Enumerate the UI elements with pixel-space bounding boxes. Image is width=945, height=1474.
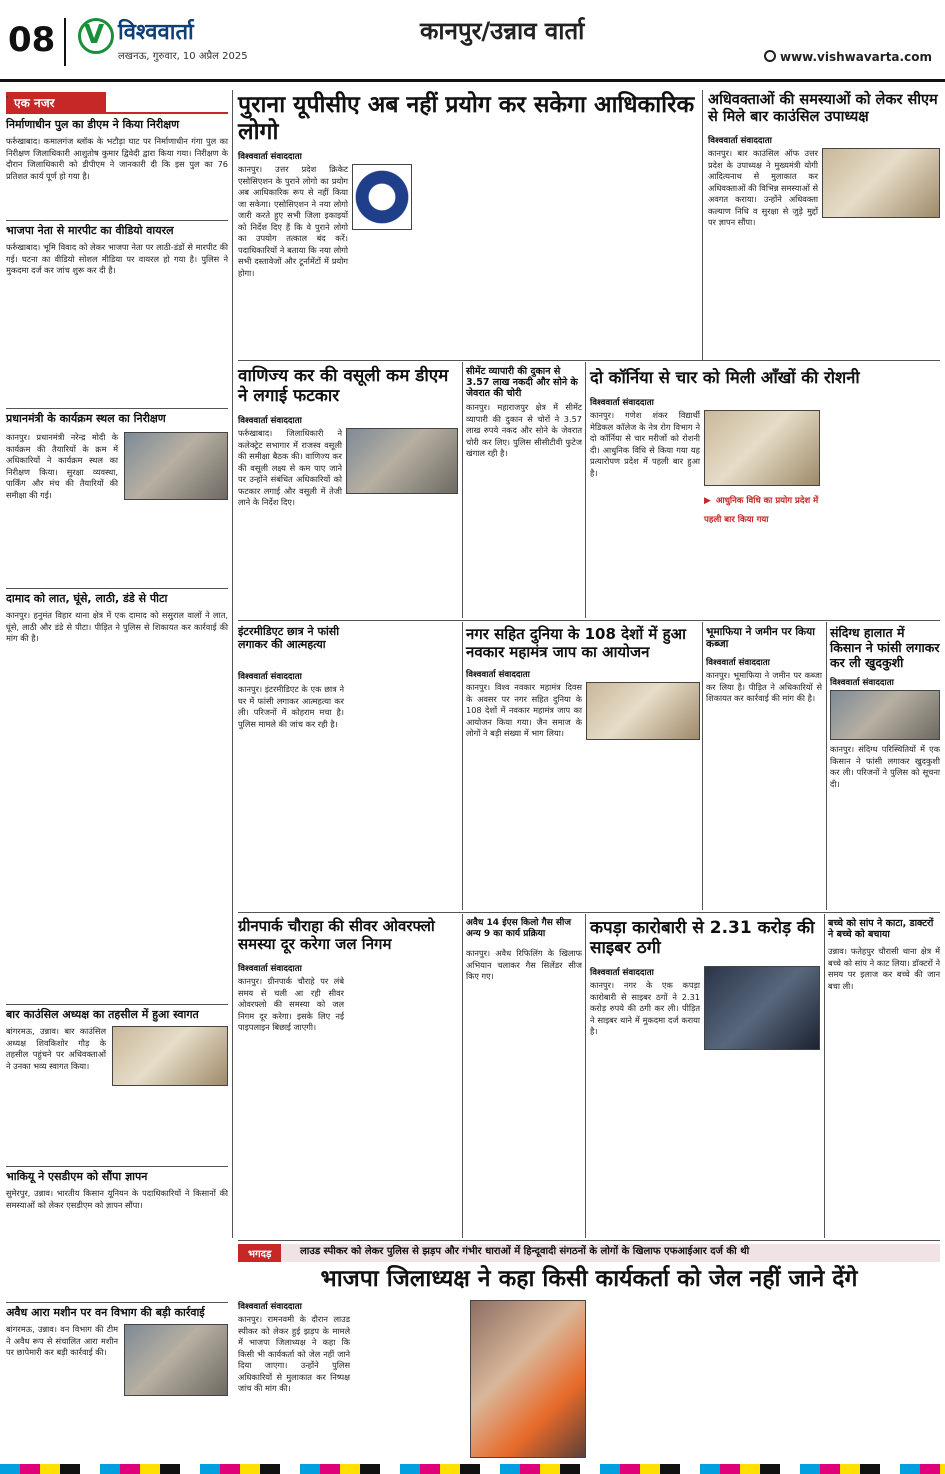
article-body-cont	[704, 1300, 820, 1458]
sidebar-label: एक नजर	[6, 92, 106, 113]
byline: विश्ववार्ता संवाददाता	[590, 398, 654, 408]
masthead-divider	[64, 18, 66, 66]
farmer-photo	[830, 690, 940, 740]
article-body: कानपुर। भूमाफिया ने जमीन पर कब्जा कर लिया है। पीड़ित ने अधिकारियों से शिकायत कर कार्रवाई की मांग की है।	[706, 670, 822, 703]
article-body-cont	[466, 164, 576, 354]
sidebar-item-title: प्रधानमंत्री के कार्यक्रम स्थल का निरीक्षण	[6, 412, 166, 425]
upca-logo-image	[352, 164, 412, 230]
print-color-strip	[0, 1464, 945, 1474]
article-body: कानपुर। इंटरमीडिएट के एक छात्र ने घर में फांसी लगाकर आत्महत्या कर ली। परिजनों में कोहराम मचा है। पुलिस मामले की जांच कर रही है।	[238, 684, 344, 729]
sidebar-photo-venue	[124, 432, 228, 500]
article-body: कानपुर। ग्रीनपार्क चौराहे पर लंबे समय से चली आ रही सीवर ओवरफ्लो की समस्या को जल निगम दूर करेगा। इसके लिए नई पाइपलाइन बिछाई जाएगी।	[238, 976, 344, 1032]
article-body: कानपुर। नगर के एक कपड़ा कारोबारी से साइबर ठगों ने 2.31 करोड़ रुपये की ठगी कर ली। पीड़ित ने साइबर थाने में मुकदमा दर्ज कराया है।	[590, 980, 700, 1036]
section-title: कानपुर/उन्नाव वार्ता	[420, 17, 585, 45]
headline-sewer: ग्रीनपार्क चौराहा की सीवर ओवरफ्लो समस्या दूर करेगा जल निगम	[238, 917, 435, 953]
eye-surgery-photo	[704, 410, 820, 486]
column-rule	[585, 914, 586, 1238]
byline: विश्ववार्ता संवाददाता	[238, 152, 302, 162]
sidebar-item-body: बांगरमऊ, उन्नाव। बार काउंसिल अध्यक्ष शिवकिशोर गौड़ के तहसील पहुंचने पर अधिवक्ताओं ने उनका भव्य स्वागत किया।	[6, 1026, 106, 1071]
sidebar-item-body: कानपुर। हनुमंत विहार थाना क्षेत्र में एक दामाद को ससुराल वालों ने लात, घूंसे, लाठी और डंडे से पीटा। पीड़ित ने पुलिस से शिकायत कर कार्रवाई की मांग की है।	[6, 610, 228, 643]
article-body-cont	[348, 626, 458, 910]
article-body: कानपुर। अवैध रिफिलिंग के खिलाफ अभियान चलाकर गैस सिलेंडर सीज किए गए।	[466, 948, 582, 981]
byline: विश्ववार्ता संवाददाता	[238, 416, 302, 426]
article-body-cont	[704, 520, 820, 618]
headline-snake: बच्चे को सांप ने काटा, डाक्टरों ने बच्चे को बचाया	[828, 918, 934, 941]
cyber-fraud-photo	[704, 966, 820, 1050]
sidebar-item-body: फर्रुखाबाद। भूमि विवाद को लेकर भाजपा नेता पर लाठी-डंडों से मारपीट की गई। घटना का वीडियो सोशल मीडिया पर वायरल हो गया है। पुलिस ने मुकदमा दर्ज कर जांच शुरू कर दी है।	[6, 242, 228, 275]
byline: विश्ववार्ता संवाददाता	[830, 678, 894, 688]
article-body: कानपुर। गणेश शंकर विद्यार्थी मेडिकल कॉलेज के नेत्र रोग विभाग ने दो कॉर्निया से चार मरीजों को रोशनी दी। आधुनिक विधि से किया गया यह प्रत्यारोपण प्रदेश में पहली बार हुआ है।	[590, 410, 700, 478]
bjp-kicker: भगदड़	[238, 1244, 281, 1262]
article-body: कानपुर। रामनवमी के दौरान लाउड स्पीकर को लेकर हुई झड़प के मामले में भाजपा जिलाध्यक्ष ने कहा कि किसी भी कार्यकर्ता को जेल नहीं जाने दिया जाएगा। उन्होंने पुलिस अधिकारियों से मुलाकात कर निष्पक्ष जांच की मांग की।	[238, 1314, 350, 1393]
byline: विश्ववार्ता संवाददाता	[706, 658, 770, 668]
bjp-subhead: लाउड स्पीकर को लेकर पुलिस से झड़प और गंभीर धाराओं में हिन्दूवादी संगठनों के लोगों के खिलाफ एफआईआर दर्ज की थी	[300, 1246, 750, 1257]
column-rule	[462, 362, 463, 618]
article-body-cont	[352, 234, 462, 354]
headline-student: इंटरमीडिएट छात्र ने फांसी लगाकर की आत्महत्या	[238, 625, 340, 651]
byline: विश्ववार्ता संवाददाता	[238, 672, 302, 682]
sidebar-divider	[6, 588, 228, 589]
article-body: कानपुर। विश्व नवकार महामंत्र दिवस के अवसर पर नगर सहित दुनिया के 108 देशों में नवकार महामंत्र जाप का आयोजन किया गया। जैन समाज के लोगों ने बड़ी संख्या में भाग लिया।	[466, 682, 582, 738]
section-rule	[238, 1240, 940, 1241]
headline-navkar: नगर सहित दुनिया के 108 देशों में हुआ नवकार महामंत्र जाप का आयोजन	[466, 625, 686, 661]
brand-name: विश्ववार्ता	[118, 20, 194, 45]
section-rule	[238, 360, 940, 361]
headline-farmer: संदिग्ध हालात में किसान ने फांसी लगाकर कर ली खुदकुशी	[830, 625, 940, 670]
sidebar-rule	[6, 112, 228, 114]
article-body: फर्रुखाबाद। जिलाधिकारी ने कलेक्ट्रेट सभागार में राजस्व वसूली की समीक्षा बैठक की। वाणिज्य कर की वसूली लक्ष्य से कम पाए जाने पर उन्होंने संबंधित अधिकारियों को फटकार लगाई और वसूली में तेजी लाने के निर्देश दिए।	[238, 428, 342, 507]
sidebar-divider	[6, 1302, 228, 1303]
article-body-cont	[352, 498, 458, 618]
article-body-cont	[238, 498, 348, 618]
navkar-event-photo	[586, 682, 700, 740]
sidebar-item-title: दामाद को लात, घूंसे, लाठी, डंडे से पीटा	[6, 592, 168, 605]
byline: विश्ववार्ता संवाददाता	[238, 1302, 302, 1312]
article-body-cont	[466, 744, 582, 910]
website-link[interactable]: www.vishwavarta.com	[780, 50, 932, 64]
sidebar-column-rule	[232, 90, 233, 1238]
sidebar-item-title: बार काउंसिल अध्यक्ष का तहसील में हुआ स्वागत	[6, 1008, 199, 1021]
headline-land: भूमाफिया ने जमीन पर किया कब्जा	[706, 626, 815, 651]
article-body: उन्नाव। फतेहपुर चौरासी थाना क्षेत्र में बच्चे को सांप ने काट लिया। डॉक्टरों ने समय पर इलाज कर बच्चे की जान बचा ली।	[828, 946, 940, 991]
sidebar-item-body: सुमेरपुर, उन्नाव। भारतीय किसान यूनियन के पदाधिकारियों ने किसानों की समस्याओं को लेकर एसडीएम को ज्ञापन सौंपा।	[6, 1188, 228, 1210]
headline-advocates: अधिवक्ताओं की समस्याओं को लेकर सीएम से मिले बार काउंसिल उपाध्यक्ष	[708, 92, 938, 126]
headline-cement: सीमेंट व्यापारी की दुकान से 3.57 लाख नकदी और सोने के जेवरात की चोरी	[466, 366, 578, 400]
article-body-cont	[822, 222, 940, 358]
byline: विश्ववार्ता संवाददाता	[466, 670, 530, 680]
sidebar	[6, 92, 228, 1464]
globe-icon	[764, 50, 776, 62]
masthead	[0, 0, 945, 82]
brand-logo-mark-icon: V	[84, 20, 105, 50]
sidebar-item-body: फर्रुखाबाद। कमालगंज ब्लॉक के भटौड़ा घाट पर निर्माणाधीन गंगा पुल का निरीक्षण जिलाधिकारी आशुतोष कुमार द्विवेदी द्वारा किया गया। निरीक्षण के दौरान जिलाधिकारी को डीपीएम ने जानकारी दी कि इस पुल का 76 प्रतिशत कार्य पूर्ण हो गया है।	[6, 136, 228, 181]
meeting-photo	[346, 428, 458, 494]
sidebar-item-title: अवैध आरा मशीन पर वन विभाग की बड़ी कार्रवाई	[6, 1306, 205, 1319]
caption-text: आधुनिक विधि का प्रयोग प्रदेश में पहली बार किया गया	[704, 496, 819, 525]
article-body: कानपुर। संदिग्ध परिस्थितियों में एक किसान ने फांसी लगाकर खुदकुशी कर ली। परिजनों ने पुलिस को सूचना दी।	[830, 744, 940, 789]
sidebar-item-body-cont	[124, 504, 228, 582]
headline-cyber: कपड़ा कारोबारी से 2.31 करोड़ की साइबर ठगी	[590, 918, 815, 959]
article-body-cont	[590, 1300, 700, 1458]
article-body-cont	[580, 164, 698, 354]
sidebar-photo-sawmill	[124, 1324, 228, 1396]
article-body-cont	[824, 410, 940, 618]
section-rule	[238, 620, 940, 621]
column-rule	[585, 362, 586, 618]
sidebar-item-title: भाजपा नेता से मारपीट का वीडियो वायरल	[6, 224, 174, 237]
article-body-cont	[704, 1054, 820, 1238]
article-body-cont	[354, 1314, 466, 1458]
sidebar-item-body-cont	[6, 1092, 228, 1162]
column-rule	[824, 914, 825, 1238]
article-body: कानपुर। बार काउंसिल ऑफ उत्तर प्रदेश के उपाध्यक्ष ने मुख्यमंत्री योगी आदित्यनाथ से मुलाकात कर अधिवक्ताओं की विभिन्न समस्याओं से अवगत कराया। उन्होंने अधिवक्ता कल्याण निधि व सुरक्षा से जुड़े मुद्दों पर ज्ञापन सौंपा।	[708, 148, 818, 227]
sidebar-item-body: बांगरमऊ, उन्नाव। वन विभाग की टीम ने अवैध रूप से संचालित आरा मशीन पर छापेमारी कर बड़ी कार्रवाई की।	[6, 1324, 118, 1357]
article-body: कानपुर। उत्तर प्रदेश क्रिकेट एसोसिएशन के पुराने लोगो का प्रयोग अब आधिकारिक रूप से नहीं किया जा सकेगा। एसोसिएशन ने नया लोगो जारी करते हुए सभी जिला इकाइयों को निर्देश दिए हैं कि वे पुराने लोगो का उपयोग तत्काल बंद करें। पदाधिकारियों ने बताया कि नया लोगो सभी दस्तावेजों और टूर्नामेंटों में प्रयोग होगा।	[238, 164, 348, 278]
page-number: 08	[8, 20, 56, 60]
headline-cornea: दो कॉर्निया से चार को मिली आँखों की रोशनी	[590, 368, 860, 387]
dateline: लखनऊ, गुरुवार, 10 अप्रैल 2025	[118, 51, 248, 62]
caption-bullet-icon: ▶	[704, 496, 711, 506]
section-rule	[238, 912, 940, 913]
column-rule	[702, 622, 703, 910]
sidebar-divider	[6, 408, 228, 409]
column-rule	[462, 622, 463, 910]
sidebar-item-title: भाकियू ने एसडीएम को सौंपा ज्ञापन	[6, 1170, 148, 1183]
column-rule	[826, 622, 827, 910]
sidebar-item-title: निर्माणाधीन पुल का डीएम ने किया निरीक्षण	[6, 118, 180, 131]
headline-main: पुराना यूपीसीए अब नहीं प्रयोग कर सकेगा आधिकारिक लोगो	[238, 92, 695, 146]
sidebar-divider	[6, 220, 228, 221]
cornea-caption	[704, 488, 820, 525]
cm-meeting-photo	[822, 148, 940, 218]
article-body-cont	[348, 976, 458, 1238]
article-body: कानपुर। महाराजपुर क्षेत्र में सीमेंट व्यापारी की दुकान से चोरों ने 3.57 लाख रुपये नकद और सोने के जेवरात चोरी कर लिए। पुलिस सीसीटीवी फुटेज खंगाल रही है।	[466, 402, 582, 458]
sidebar-photo-bridge	[6, 96, 8, 98]
byline: विश्ववार्ता संवाददाता	[590, 968, 654, 978]
sidebar-divider	[6, 1166, 228, 1167]
headline-bjp: भाजपा जिलाध्यक्ष ने कहा किसी कार्यकर्ता को जेल नहीं जाने देंगे	[320, 1266, 858, 1292]
byline: विश्ववार्ता संवाददाता	[708, 136, 772, 146]
sidebar-divider	[6, 1004, 228, 1005]
headline-gas: अवैध 14 ईएस किलो गैस सीज अन्य 9 का कार्य प्रक्रिया	[466, 918, 572, 939]
article-body-cont	[824, 1300, 940, 1458]
bjp-protest-photo	[470, 1300, 586, 1458]
headline-tax: वाणिज्य कर की वसूली कम डीएम ने लगाई फटकार	[238, 366, 449, 407]
byline: विश्ववार्ता संवाददाता	[238, 964, 302, 974]
column-rule	[462, 914, 463, 1238]
sidebar-photo-welcome	[112, 1026, 228, 1086]
column-rule	[702, 90, 703, 360]
sidebar-item-body: कानपुर। प्रधानमंत्री नरेन्द्र मोदी के कार्यक्रम की तैयारियों के क्रम में अधिकारियों ने कार्यक्रम स्थल का निरीक्षण किया। सुरक्षा व्यवस्था, पार्किंग और मंच की तैयारियों की समीक्षा की गई।	[6, 432, 118, 500]
article-body-cont	[586, 744, 700, 910]
